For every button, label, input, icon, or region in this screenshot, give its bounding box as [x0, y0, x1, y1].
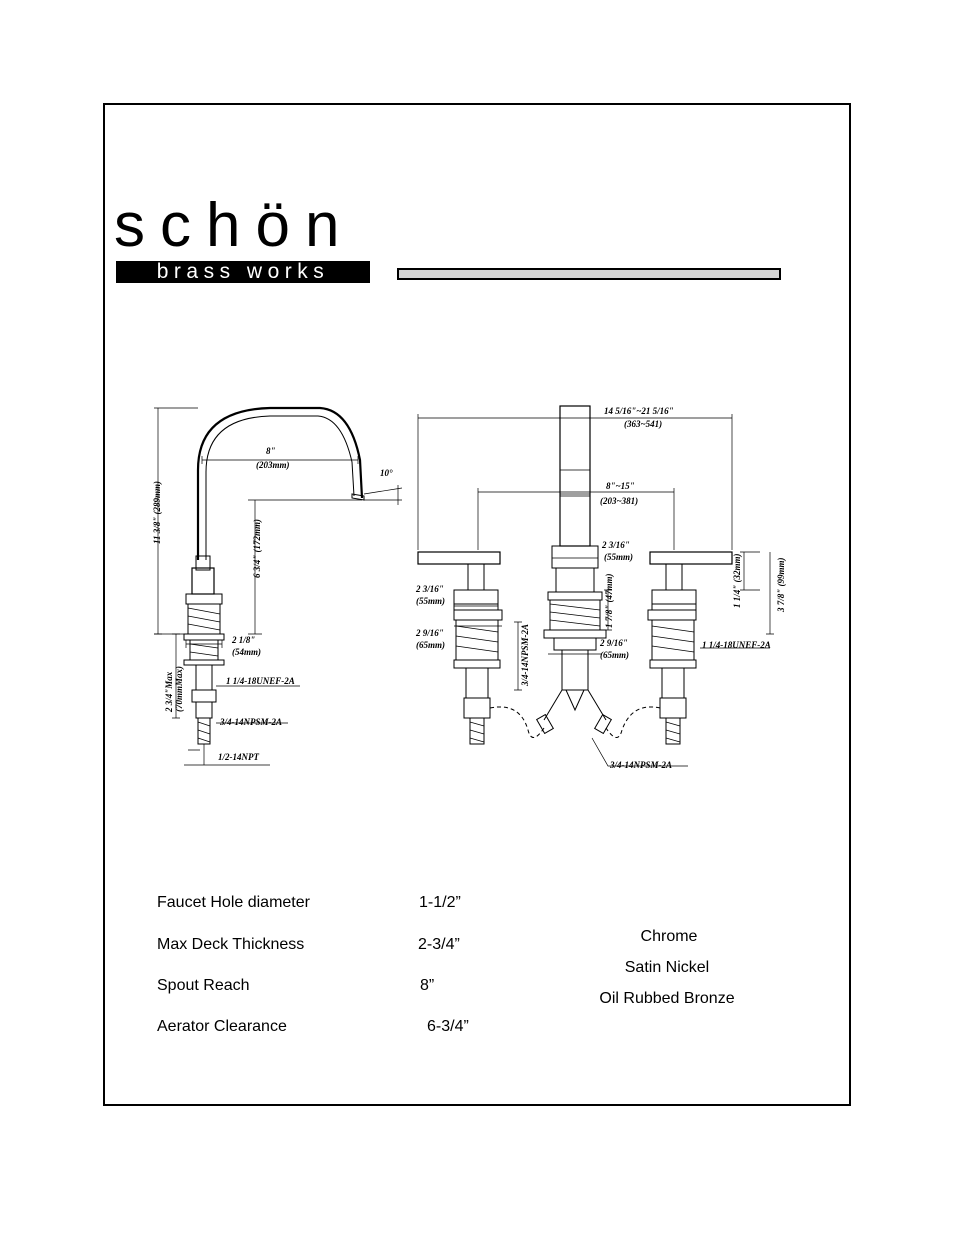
side-thread-2-label: 3/4-14NPSM-2A — [220, 717, 283, 727]
brand-tagline: brass works — [116, 261, 370, 283]
spec-value-clearance: 6-3/4” — [427, 1018, 469, 1035]
spec-value-deck: 2-3/4” — [418, 936, 460, 953]
finish-chrome: Chrome — [640, 928, 698, 945]
front-handle-height-label: 3 7/8" (99mm) — [776, 557, 786, 612]
spec-label-deck: Max Deck Thickness — [157, 936, 305, 953]
side-spout-inner — [206, 416, 354, 560]
side-height-label: 11 3/8" (289mm) — [152, 480, 162, 544]
spec-label-clearance: Aerator Clearance — [157, 1018, 287, 1035]
spec-value-reach: 8” — [420, 977, 435, 994]
spec-label-reach: Spout Reach — [157, 977, 250, 994]
side-deck-mm-label: (70mmMax) — [174, 666, 184, 712]
finish-satin-nickel: Satin Nickel — [624, 959, 710, 976]
side-clearance-label: 6 3/4" (172mm) — [252, 519, 262, 578]
side-thread-1-label: 1 1/4-18UNEF-2A — [226, 676, 295, 686]
side-reach-mm-label: (203mm) — [256, 460, 290, 470]
front-thread-right-label: 1 1/4-18UNEF-2A — [702, 640, 771, 650]
front-thread-bottom-label: 3/4-14NPSM-2A — [610, 760, 673, 770]
side-deck-label: 2 3/4"Max — [164, 671, 174, 712]
spec-value-hole: 1-1/2” — [419, 894, 461, 911]
side-angle-label: 10° — [380, 468, 393, 478]
front-left-base-label: 2 9/16" — [416, 628, 444, 638]
front-spout-width-label: 2 3/16" — [602, 540, 630, 550]
front-vertical-thread-label: 3/4-14NPSM-2A — [520, 623, 530, 686]
spec-label-hole: Faucet Hole diameter — [157, 894, 310, 911]
front-span-label: 14 5/16"~21 5/16" — [604, 406, 674, 416]
front-centers-label: 8"~15" — [606, 481, 635, 491]
front-spout-base-label: 2 9/16" — [600, 638, 628, 648]
side-reach-label: 8" — [266, 446, 276, 456]
front-left-handle — [418, 552, 500, 564]
front-handle-width-mm-label: (55mm) — [416, 596, 445, 606]
title-bar — [397, 268, 781, 280]
faucet-technical-drawing — [140, 390, 820, 780]
front-left-base-mm-label: (65mm) — [416, 640, 445, 650]
side-thread-3-label: 1/2-14NPT — [218, 752, 259, 762]
front-spout-column — [560, 406, 590, 546]
front-spout-width-mm-label: (55mm) — [604, 552, 633, 562]
side-base-mm-label: (54mm) — [232, 647, 261, 657]
side-base-label: 2 1/8" — [232, 635, 256, 645]
brand-logo: schön — [114, 191, 355, 260]
front-right-handle — [650, 552, 732, 564]
front-spout-base-mm-label: (65mm) — [600, 650, 629, 660]
front-centers-mm-label: (203~381) — [600, 496, 639, 506]
front-handle-width-label: 2 3/16" — [416, 584, 444, 594]
front-collar-label: 1 7/8" (47mm) — [604, 573, 614, 628]
finish-oil-rubbed-bronze: Oil Rubbed Bronze — [599, 990, 735, 1007]
front-span-mm-label: (363~541) — [624, 419, 663, 429]
front-handle-drop-label: 1 1/4" (32mm) — [732, 553, 742, 608]
